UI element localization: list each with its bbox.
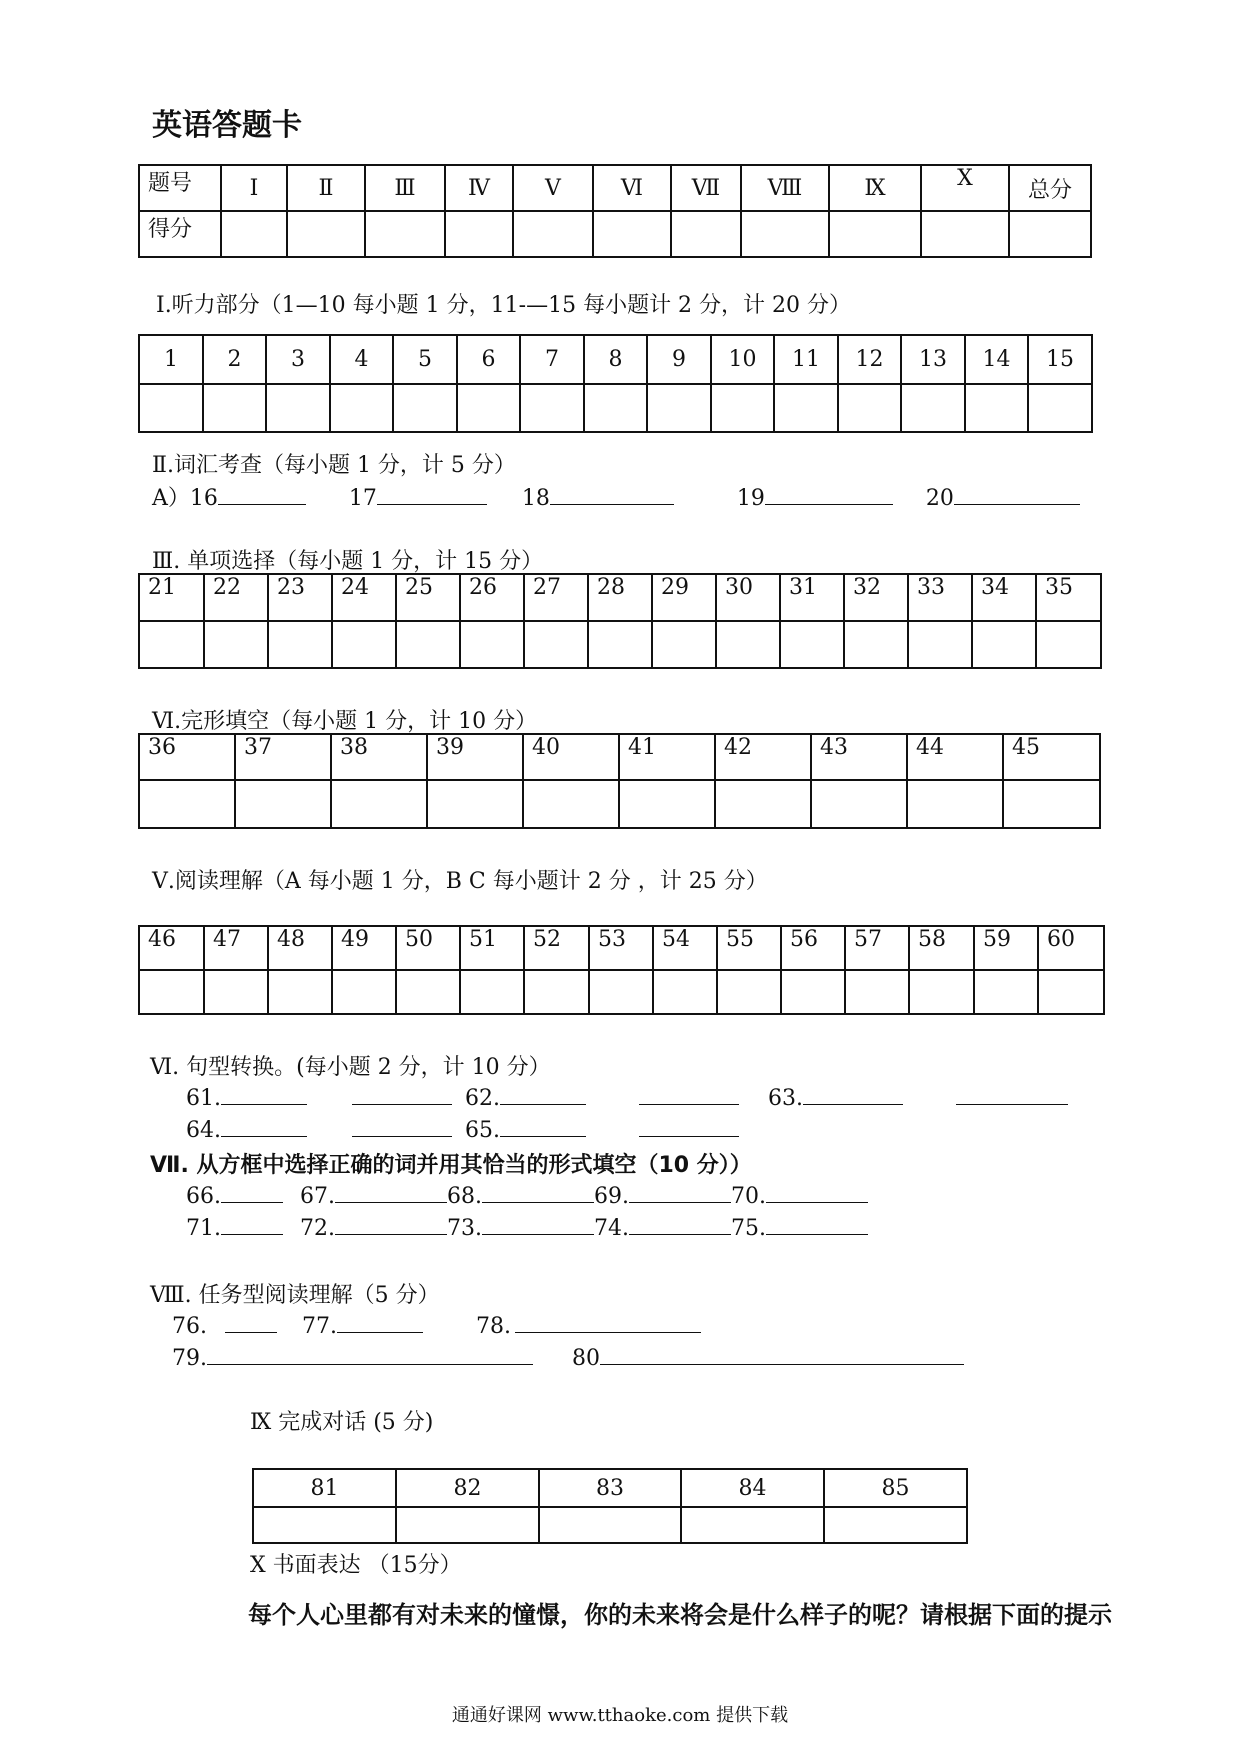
item-label: 66.: [186, 1184, 221, 1209]
answer-cell[interactable]: [781, 970, 845, 1014]
answer-blank[interactable]: [352, 1116, 452, 1137]
answer-blank[interactable]: [629, 1182, 731, 1203]
question-number: 24: [332, 574, 396, 621]
answer-cell[interactable]: [1028, 384, 1092, 432]
answer-blank[interactable]: [221, 1084, 307, 1105]
score-col: Ⅴ: [513, 165, 593, 211]
answer-cell[interactable]: [332, 621, 396, 668]
answer-cell[interactable]: [811, 780, 907, 828]
question-number: 43: [811, 734, 907, 780]
item-label: 79.: [172, 1346, 207, 1371]
answer-cell[interactable]: [1036, 621, 1101, 668]
answer-cell[interactable]: [524, 621, 588, 668]
answer-cell[interactable]: [266, 384, 330, 432]
score-cell[interactable]: [1009, 211, 1091, 257]
answer-blank[interactable]: [218, 484, 306, 505]
answer-cell[interactable]: [396, 1507, 539, 1543]
question-number: 28: [588, 574, 652, 621]
question-number: 59: [974, 926, 1038, 970]
question-number: 84: [681, 1469, 824, 1507]
answer-cell[interactable]: [520, 384, 584, 432]
section-heading-reading: Ⅴ.阅读理解（A 每小题 1 分，B C 每小题计 2 分 ，计 25 分）: [152, 869, 768, 894]
answer-blank[interactable]: [765, 484, 893, 505]
answer-cell[interactable]: [139, 780, 235, 828]
transformation-row-1: [186, 1084, 1068, 1111]
answer-cell[interactable]: [652, 621, 716, 668]
answer-blank[interactable]: [352, 1084, 452, 1105]
answer-cell[interactable]: [901, 384, 965, 432]
answer-cell[interactable]: [1038, 970, 1104, 1014]
question-number: 52: [524, 926, 589, 970]
answer-blank[interactable]: [337, 1312, 423, 1333]
section-heading-word-fill: Ⅶ. 从方框中选择正确的词并用其恰当的形式填空（10 分））: [150, 1153, 752, 1178]
answer-blank[interactable]: [335, 1182, 447, 1203]
answer-blank[interactable]: [482, 1182, 594, 1203]
answer-cell[interactable]: [268, 621, 332, 668]
question-number: 55: [717, 926, 781, 970]
answer-cell[interactable]: [1003, 780, 1100, 828]
answer-cell[interactable]: [780, 621, 844, 668]
answer-cell[interactable]: [427, 780, 523, 828]
answer-cell[interactable]: [965, 384, 1028, 432]
answer-blank[interactable]: [221, 1116, 307, 1137]
question-number: 42: [715, 734, 811, 780]
answer-cell[interactable]: [619, 780, 715, 828]
answer-cell[interactable]: [653, 970, 717, 1014]
question-number: 1: [139, 335, 203, 384]
question-number: 38: [331, 734, 427, 780]
question-number: 6: [457, 335, 520, 384]
item-label: 73.: [447, 1216, 482, 1241]
answer-cell[interactable]: [588, 621, 652, 668]
question-number: 22: [204, 574, 268, 621]
answer-cell[interactable]: [331, 780, 427, 828]
question-number: 30: [716, 574, 780, 621]
vocabulary-prefix: A）: [152, 486, 190, 511]
answer-cell[interactable]: [909, 970, 974, 1014]
answer-cell[interactable]: [332, 970, 396, 1014]
score-col-total: 总分: [1009, 165, 1091, 211]
question-number: 37: [235, 734, 331, 780]
question-number: 29: [652, 574, 716, 621]
reading-answer-table: [138, 925, 1105, 1015]
question-number: 3: [266, 335, 330, 384]
answer-cell[interactable]: [539, 1507, 681, 1543]
vocabulary-answer-line: [152, 481, 1080, 512]
vocab-item-label: 20: [925, 486, 954, 511]
answer-cell[interactable]: [972, 621, 1036, 668]
score-table: [138, 164, 1092, 258]
question-number: 10: [711, 335, 774, 384]
score-cell[interactable]: [365, 211, 445, 257]
question-number: 14: [965, 335, 1028, 384]
question-number: 47: [204, 926, 268, 970]
score-cell[interactable]: [287, 211, 365, 257]
item-label: 80: [572, 1346, 600, 1371]
answer-blank[interactable]: [639, 1116, 739, 1137]
answer-blank[interactable]: [639, 1084, 739, 1105]
question-number: 5: [393, 335, 457, 384]
score-col: Ⅳ: [445, 165, 513, 211]
question-number: 45: [1003, 734, 1100, 780]
answer-cell[interactable]: [589, 970, 653, 1014]
answer-blank[interactable]: [550, 484, 674, 505]
item-label: 68.: [447, 1184, 482, 1209]
writing-prompt: 每个人心里都有对未来的憧憬，你的未来将会是什么样子的呢？请根据下面的提示: [248, 1601, 1112, 1629]
answer-cell[interactable]: [524, 970, 589, 1014]
question-number: 12: [838, 335, 901, 384]
task-reading-row-1: [172, 1312, 701, 1339]
answer-blank[interactable]: [600, 1344, 964, 1365]
answer-cell[interactable]: [204, 970, 268, 1014]
question-number: 41: [619, 734, 715, 780]
answer-blank[interactable]: [500, 1116, 586, 1137]
score-col: Ⅸ: [829, 165, 921, 211]
question-number: 48: [268, 926, 332, 970]
answer-cell[interactable]: [204, 621, 268, 668]
item-label: 64.: [186, 1118, 221, 1143]
answer-cell[interactable]: [396, 970, 460, 1014]
answer-cell[interactable]: [253, 1507, 396, 1543]
score-col: Ⅶ: [671, 165, 741, 211]
item-label: 77.: [302, 1314, 337, 1339]
question-number: 50: [396, 926, 460, 970]
answer-blank[interactable]: [956, 1084, 1068, 1105]
answer-cell[interactable]: [396, 621, 460, 668]
question-number: 40: [523, 734, 619, 780]
cloze-answer-table: [138, 733, 1101, 829]
item-label: 78.: [476, 1314, 511, 1339]
question-number: 60: [1038, 926, 1104, 970]
item-label: 76.: [172, 1314, 207, 1339]
question-number: 85: [824, 1469, 967, 1507]
question-number: 15: [1028, 335, 1092, 384]
section-heading-vocabulary: Ⅱ.词汇考查（每小题 1 分，计 5 分）: [152, 453, 516, 478]
score-col: Ⅲ: [365, 165, 445, 211]
item-label: 74.: [594, 1216, 629, 1241]
word-fill-row-2: [186, 1214, 868, 1241]
question-number: 11: [774, 335, 838, 384]
vocab-item-label: 18: [521, 486, 550, 511]
word-fill-row-1: [186, 1182, 868, 1209]
answer-cell[interactable]: [460, 970, 524, 1014]
answer-cell[interactable]: [717, 970, 781, 1014]
question-number: 13: [901, 335, 965, 384]
section-heading-single-choice: Ⅲ. 单项选择（每小题 1 分，计 15 分）: [152, 549, 544, 574]
question-number: 27: [524, 574, 588, 621]
item-label: 67.: [300, 1184, 335, 1209]
question-number: 2: [203, 335, 266, 384]
item-label: 70.: [731, 1184, 766, 1209]
question-number: 58: [909, 926, 974, 970]
answer-cell[interactable]: [844, 621, 908, 668]
answer-cell[interactable]: [647, 384, 711, 432]
answer-blank[interactable]: [766, 1182, 868, 1203]
answer-cell[interactable]: [457, 384, 520, 432]
footer-credit: 通通好课网 www.tthaoke.com 提供下载: [451, 1705, 789, 1726]
transformation-row-2: [186, 1116, 739, 1143]
answer-blank[interactable]: [221, 1214, 283, 1235]
section-heading-listening: Ⅰ.听力部分（1—10 每小题 1 分，11-—15 每小题计 2 分，计 20 分）: [156, 293, 852, 318]
answer-cell[interactable]: [523, 780, 619, 828]
score-header-label: 题号: [139, 165, 221, 211]
answer-blank[interactable]: [207, 1344, 533, 1365]
answer-cell[interactable]: [824, 1507, 967, 1543]
answer-cell[interactable]: [139, 970, 204, 1014]
score-col: Ⅵ: [593, 165, 671, 211]
answer-cell[interactable]: [681, 1507, 824, 1543]
question-number: 46: [139, 926, 204, 970]
score-cell[interactable]: [671, 211, 741, 257]
question-number: 32: [844, 574, 908, 621]
answer-cell[interactable]: [715, 780, 811, 828]
answer-blank[interactable]: [482, 1214, 594, 1235]
score-cell[interactable]: [921, 211, 1009, 257]
question-number: 35: [1036, 574, 1101, 621]
question-number: 54: [653, 926, 717, 970]
vocab-item-label: 17: [348, 486, 377, 511]
question-number: 7: [520, 335, 584, 384]
item-label: 72.: [300, 1216, 335, 1241]
question-number: 51: [460, 926, 524, 970]
dialogue-answer-table: [252, 1468, 968, 1544]
question-number: 39: [427, 734, 523, 780]
score-col: Ⅷ: [741, 165, 829, 211]
answer-blank[interactable]: [954, 484, 1080, 505]
score-cell[interactable]: [221, 211, 287, 257]
answer-cell[interactable]: [139, 621, 204, 668]
question-number: 9: [647, 335, 711, 384]
score-cell[interactable]: [445, 211, 513, 257]
answer-cell[interactable]: [711, 384, 774, 432]
page-title: 英语答题卡: [152, 108, 302, 143]
question-number: 33: [908, 574, 972, 621]
score-row-label: 得分: [139, 211, 221, 257]
item-label: 69.: [594, 1184, 629, 1209]
question-number: 53: [589, 926, 653, 970]
score-cell[interactable]: [593, 211, 671, 257]
score-col: Ⅰ: [221, 165, 287, 211]
section-heading-task-reading: Ⅷ. 任务型阅读理解（5 分）: [150, 1283, 440, 1308]
item-label: 75.: [731, 1216, 766, 1241]
score-col: X: [921, 165, 1009, 211]
question-number: 81: [253, 1469, 396, 1507]
question-number: 44: [907, 734, 1003, 780]
answer-cell[interactable]: [845, 970, 909, 1014]
answer-cell[interactable]: [774, 384, 838, 432]
answer-cell[interactable]: [393, 384, 457, 432]
answer-cell[interactable]: [838, 384, 901, 432]
item-label: 71.: [186, 1216, 221, 1241]
section-heading-dialogue: Ⅸ 完成对话 (5 分): [250, 1410, 434, 1435]
answer-cell[interactable]: [460, 621, 524, 668]
question-number: 36: [139, 734, 235, 780]
item-label: 65.: [465, 1118, 500, 1143]
item-label: 63.: [768, 1086, 803, 1111]
section-heading-sentence-transformation: Ⅵ. 句型转换。(每小题 2 分，计 10 分）: [150, 1055, 551, 1080]
answer-cell[interactable]: [268, 970, 332, 1014]
question-number: 25: [396, 574, 460, 621]
item-label: 62.: [465, 1086, 500, 1111]
vocab-item-label: 16: [189, 486, 218, 511]
question-number: 82: [396, 1469, 539, 1507]
section-heading-writing: X 书面表达 （15分）: [250, 1553, 462, 1578]
answer-blank[interactable]: [629, 1214, 731, 1235]
answer-blank[interactable]: [377, 484, 487, 505]
answer-cell[interactable]: [584, 384, 647, 432]
score-cell[interactable]: [741, 211, 829, 257]
question-number: 21: [139, 574, 204, 621]
answer-blank[interactable]: [221, 1182, 283, 1203]
answer-cell[interactable]: [235, 780, 331, 828]
answer-cell[interactable]: [203, 384, 266, 432]
item-label: 61.: [186, 1086, 221, 1111]
answer-blank[interactable]: [225, 1312, 277, 1333]
question-number: 49: [332, 926, 396, 970]
question-number: 31: [780, 574, 844, 621]
answer-blank[interactable]: [335, 1214, 447, 1235]
answer-cell[interactable]: [908, 621, 972, 668]
question-number: 83: [539, 1469, 681, 1507]
answer-cell[interactable]: [330, 384, 393, 432]
answer-cell[interactable]: [907, 780, 1003, 828]
answer-cell[interactable]: [139, 384, 203, 432]
question-number: 56: [781, 926, 845, 970]
vocab-item-label: 19: [736, 486, 765, 511]
question-number: 4: [330, 335, 393, 384]
section-heading-cloze: Ⅵ.完形填空（每小题 1 分，计 10 分）: [152, 709, 538, 734]
answer-blank[interactable]: [766, 1214, 868, 1235]
question-number: 26: [460, 574, 524, 621]
question-number: 23: [268, 574, 332, 621]
answer-blank[interactable]: [803, 1084, 903, 1105]
score-cell[interactable]: [829, 211, 921, 257]
answer-blank[interactable]: [515, 1312, 701, 1333]
question-number: 57: [845, 926, 909, 970]
score-col: Ⅱ: [287, 165, 365, 211]
score-cell[interactable]: [513, 211, 593, 257]
answer-cell[interactable]: [716, 621, 780, 668]
answer-blank[interactable]: [500, 1084, 586, 1105]
question-number: 34: [972, 574, 1036, 621]
single-choice-answer-table: [138, 573, 1102, 669]
question-number: 8: [584, 335, 647, 384]
listening-answer-table: [138, 334, 1093, 433]
answer-cell[interactable]: [974, 970, 1038, 1014]
task-reading-row-2: [172, 1344, 964, 1371]
